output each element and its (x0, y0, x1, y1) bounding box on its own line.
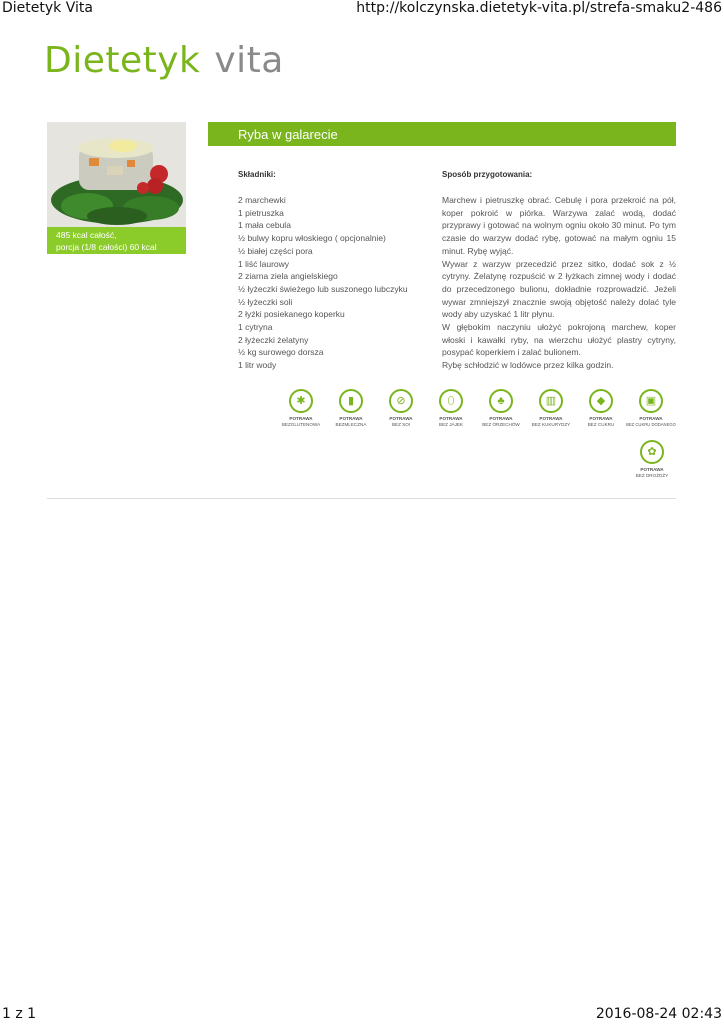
recipe-title: Ryba w galarecie (238, 127, 338, 142)
logo-text-vita: vita (214, 40, 284, 81)
print-header-title: Dietetyk Vita (2, 0, 93, 16)
badge-soy-free: ⊘ POTRAWA BEZ SOI (376, 389, 426, 427)
egg-icon: ⬯ (439, 389, 463, 413)
badge-gluten-free: ✱ POTRAWA BEZGLUTENOWA (276, 389, 326, 427)
badge-yeast-free: ✿ POTRAWA BEZ DROŻDŻY (627, 440, 677, 478)
sugar-icon: ◆ (589, 389, 613, 413)
page-counter: 1 z 1 (2, 1006, 37, 1022)
calorie-total: 485 kcal całość, (56, 230, 117, 240)
ingredient-item: 1 litr wody (238, 360, 277, 371)
badge-egg-free: ⬯ POTRAWA BEZ JAJEK (426, 389, 476, 427)
corn-icon: ▥ (539, 389, 563, 413)
nut-icon: ♣ (489, 389, 513, 413)
ingredient-item: 1 cytryna (238, 322, 273, 333)
ingredient-item: 1 mała cebula (238, 220, 291, 231)
recipe-title-bar (208, 122, 676, 146)
print-header (0, 0, 724, 18)
recipe-photo (47, 122, 186, 227)
ingredient-item: ½ bulwy kopru włoskiego ( opcjonalnie) (238, 233, 386, 244)
wheat-icon: ✱ (289, 389, 313, 413)
milk-bottle-icon: ▮ (339, 389, 363, 413)
badge-dairy-free: ▮ POTRAWA BEZMLECZNA (326, 389, 376, 427)
ingredient-item: 2 łyżki posiekanego koperku (238, 309, 345, 320)
ingredient-item: 1 pietruszka (238, 207, 284, 218)
ingredient-item: 2 marchewki (238, 195, 286, 205)
calorie-label (47, 227, 186, 254)
ingredient-item: ½ łyżeczki soli (238, 296, 293, 307)
sugar-cubes-icon: ▣ (639, 389, 663, 413)
soy-icon: ⊘ (389, 389, 413, 413)
ingredient-item: 1 liść laurowy (238, 258, 290, 269)
preparation-paragraph: Wywar z warzyw przecedzić przez sitko, dodać sok z ½ cytryny. Żelatynę rozpuścić w 2 łyżkach zimnej wody i dodać do przecedzonego bulionu, dokładnie rozprowadzić. Jeżeli wywar zmniejszył znacznie swoją objętość należy dolać tyle wody aby uzyskać 1 litr płynu. (442, 258, 676, 320)
preparation-paragraph: Rybę schłodzić w lodówce przez kilka godzin. (442, 360, 614, 371)
badge-sugar-free: ◆ POTRAWA BEZ CUKRU (576, 389, 626, 427)
preparation-paragraph: Marchew i pietruszkę obrać. Cebulę i pora przekroić na pół, koper pokroić w piórka. Warzywa zalać wodą, dodać przyprawy i gotować na wolnym ogniu około 30 minut. Po tym czasie do warzyw dodać rybę, gotować na małym ogniu 15 minut. Rybę wyjąć. (442, 195, 676, 256)
print-footer (0, 1006, 724, 1024)
ingredient-item: ½ łyżeczki świeżego lub suszonego lubczyku (238, 283, 408, 294)
badge-no-added-sugar: ▣ POTRAWA BEZ CUKRU DODANEGO (626, 389, 676, 427)
ingredients-heading: Składniki: (238, 170, 276, 179)
calorie-portion: porcja (1/8 całości) 60 kcal (56, 242, 157, 252)
content-divider (47, 498, 676, 499)
yeast-icon: ✿ (640, 440, 664, 464)
ingredient-item: 2 łyżeczki żelatyny (238, 334, 309, 345)
preparation-text (442, 194, 676, 372)
print-timestamp: 2016-08-24 02:43 (595, 1006, 722, 1022)
fish-jelly-dish-image (47, 122, 186, 227)
badge-corn-free: ▥ POTRAWA BEZ KUKURYDZY (526, 389, 576, 427)
badge-nut-free: ♣ POTRAWA BEZ ORZECHÓW (476, 389, 526, 427)
preparation-paragraph: W głębokim naczyniu ułożyć pokrojoną marchew, koper włoski i kawałki ryby, na wierzchu ułożyć plastry cytryny, posypać koperkiem i zalać bulionem. (442, 322, 676, 358)
preparation-heading: Sposób przygotowania: (442, 170, 533, 179)
ingredient-item: ½ kg surowego dorsza (238, 347, 324, 358)
logo-text-dietetyk: Dietetyk (44, 40, 201, 81)
ingredient-item: 2 ziarna ziela angielskiego (238, 271, 338, 282)
print-header-url: http://kolczynska.dietetyk-vita.pl/strefa-smaku2-486 (356, 0, 722, 16)
ingredient-item: ½ białej części pora (238, 245, 313, 256)
ingredients-list (238, 194, 408, 372)
